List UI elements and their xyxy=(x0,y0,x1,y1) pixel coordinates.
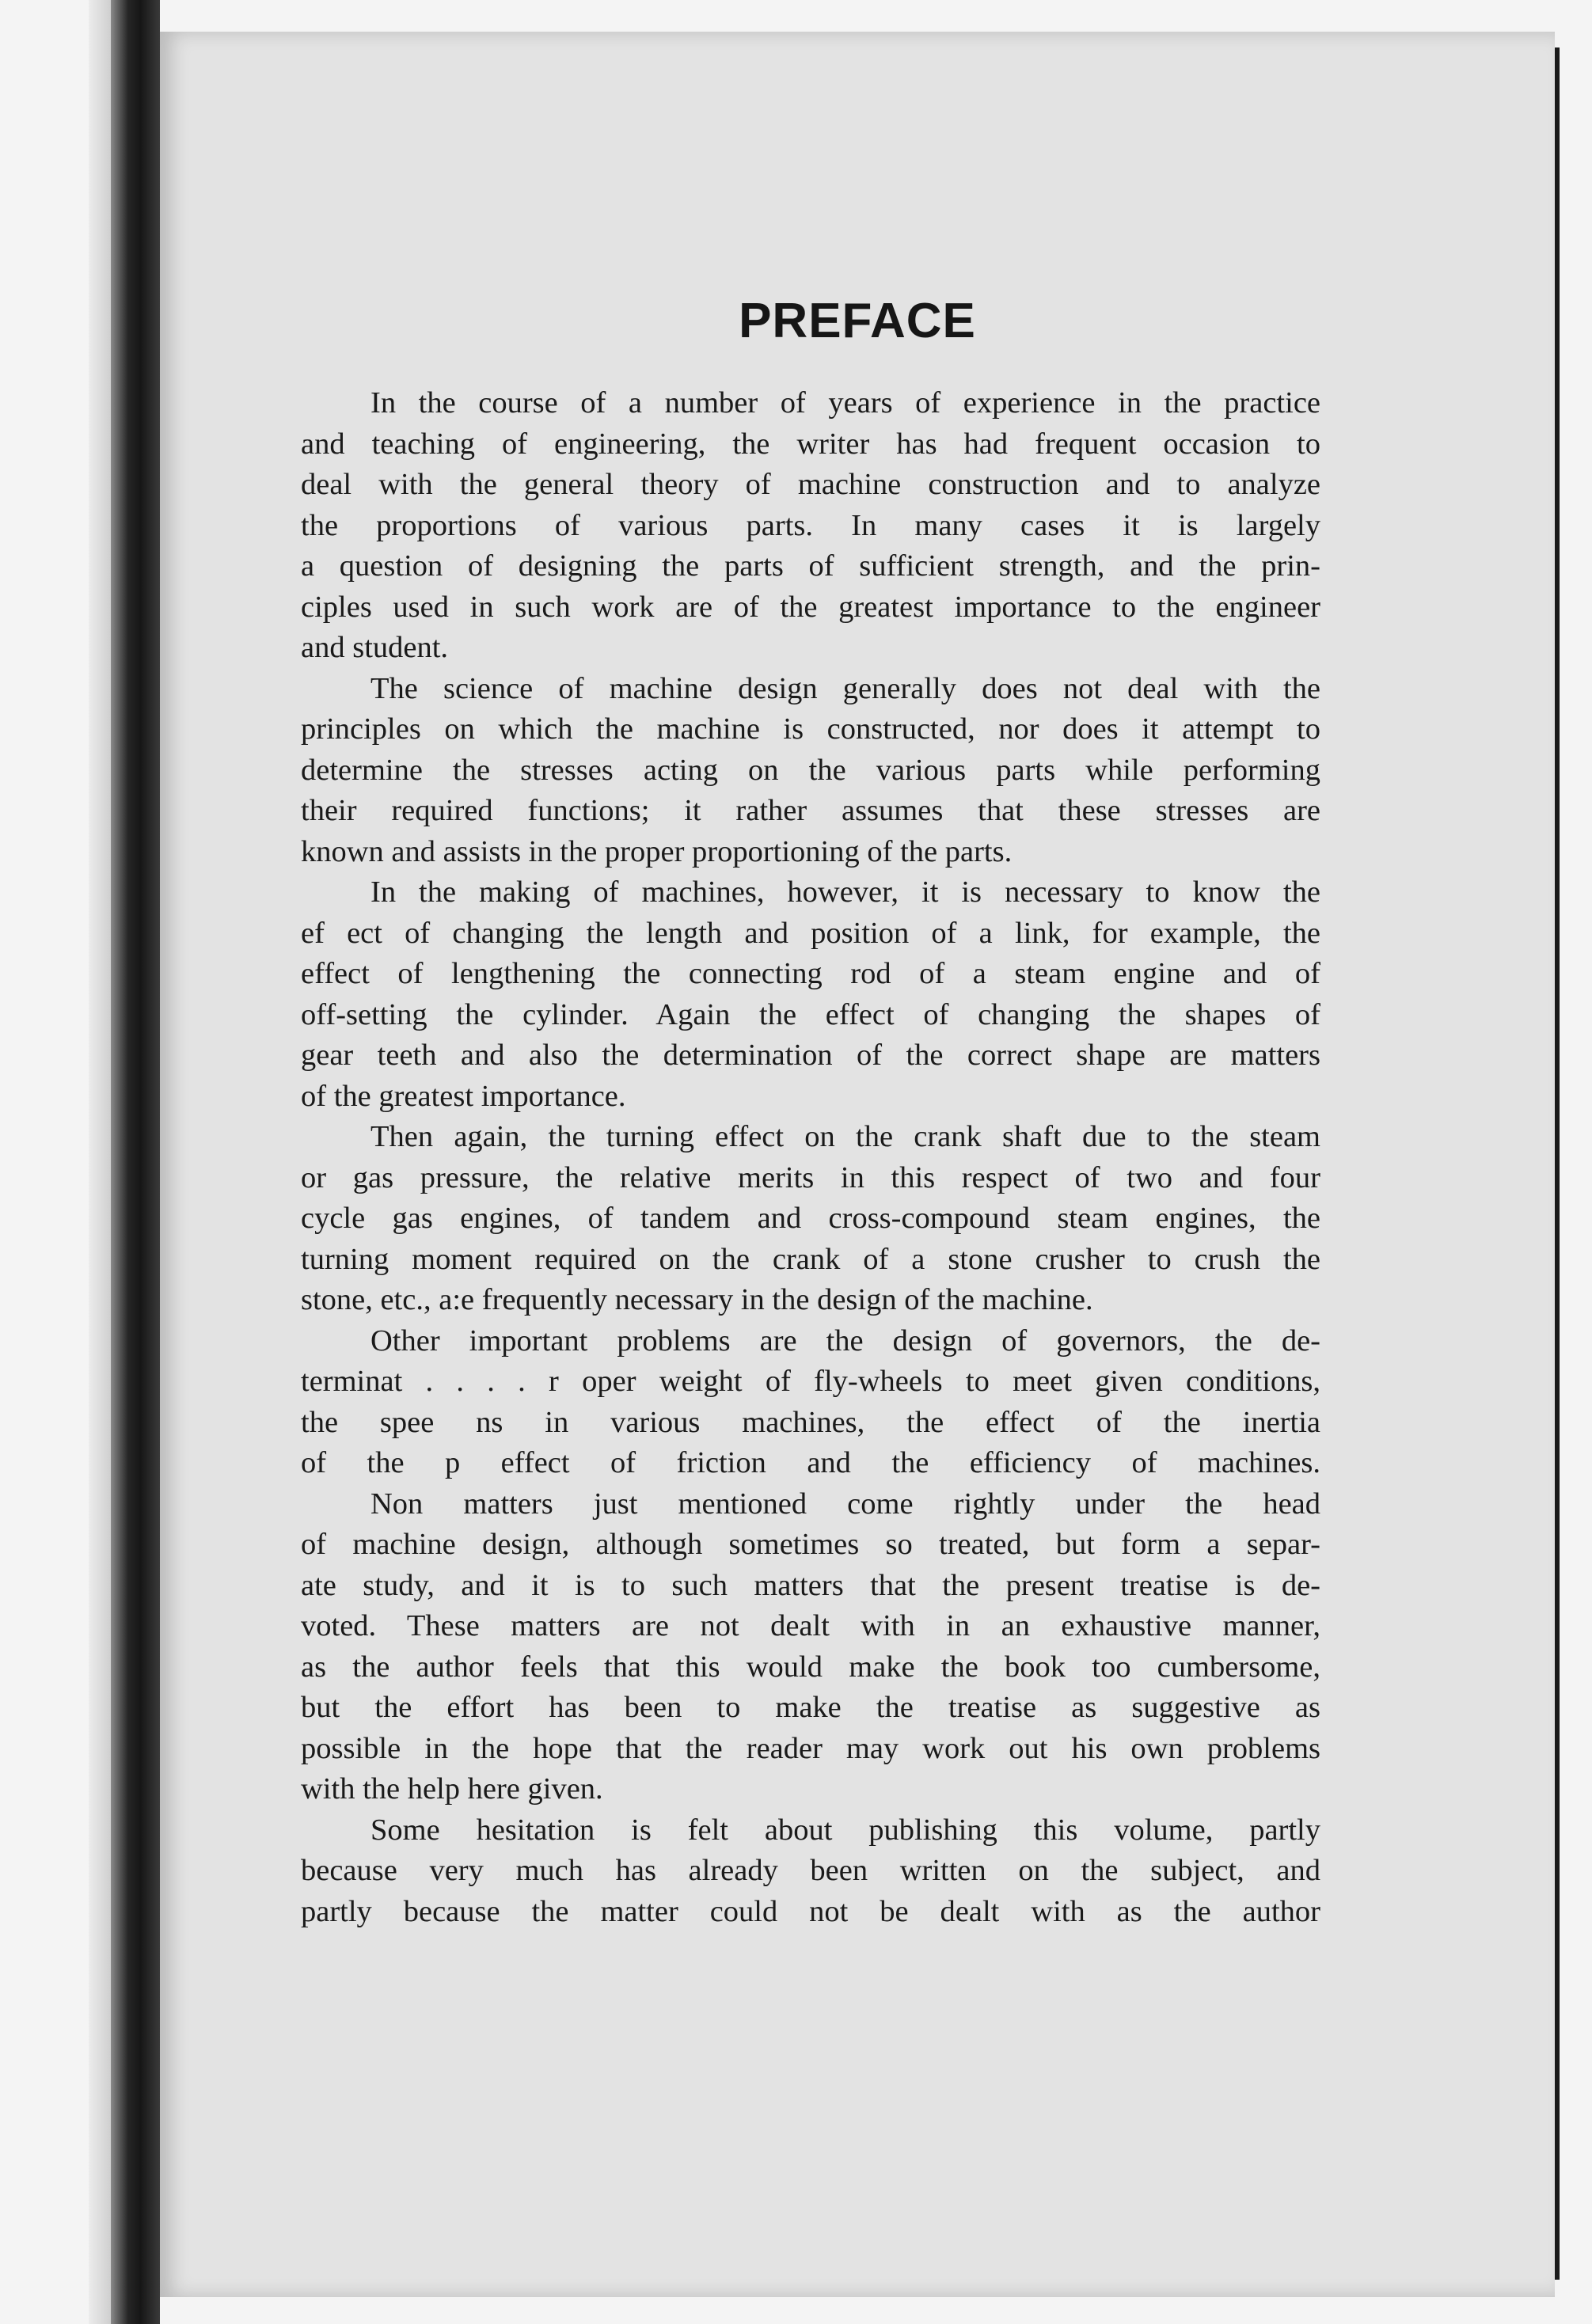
text-line: cycle gas engines, of tandem and cross-compound steam engines, the xyxy=(301,1202,1320,1235)
text-line: stone, etc., a:e frequently necessary in the design of the machine. xyxy=(301,1283,1093,1316)
text-line: of the greatest importance. xyxy=(301,1079,626,1113)
text-line: of the p effect of friction and the efficiency of machines. xyxy=(301,1446,1320,1479)
text-line: as the author feels that this would make the book too cumbersome, xyxy=(301,1650,1320,1684)
text-line: gear teeth and also the determination of the correct shape are matters xyxy=(301,1039,1320,1072)
text-line: possible in the hope that the reader may work out his own problems xyxy=(301,1731,1320,1765)
text-line: turning moment required on the crank of a stone crusher to crush the xyxy=(301,1242,1320,1276)
text-line: ate study, and it is to such matters that the present treatise is de- xyxy=(301,1568,1320,1602)
text-line: and student. xyxy=(301,631,449,664)
text-line: Then again, the turning effect on the crank shaft due to the steam xyxy=(370,1120,1320,1153)
text-line: voted. These matters are not dealt with in an exhaustive manner, xyxy=(301,1609,1320,1642)
text-line: with the help here given. xyxy=(301,1772,603,1806)
text-line: ef ect of changing the length and position of a link, for example, the xyxy=(301,916,1320,950)
text-line: In the course of a number of years of experience in the practice xyxy=(370,386,1320,420)
text-line: In the making of machines, however, it is necessary to know the xyxy=(370,875,1320,909)
preface-body-text xyxy=(301,383,1320,1932)
text-line: the spee ns in various machines, the effect of the inertia xyxy=(301,1405,1320,1439)
page-right-edge xyxy=(1555,47,1560,2280)
text-line: a question of designing the parts of sufficient strength, and the prin- xyxy=(301,549,1320,583)
text-line: effect of lengthening the connecting rod of a steam engine and of xyxy=(301,957,1320,990)
text-line: principles on which the machine is constructed, nor does it attempt to xyxy=(301,712,1320,746)
text-line: Other important problems are the design of governors, the de- xyxy=(370,1323,1320,1358)
text-line: off-setting the cylinder. Again the effect of changing the shapes of xyxy=(301,997,1320,1031)
page-gutter xyxy=(89,0,111,2324)
text-line: deal with the general theory of machine construction and to analyze xyxy=(301,468,1320,501)
text-line: because very much has already been written on the subject, and xyxy=(301,1854,1320,1887)
text-line: of machine design, although sometimes so treated, but form a separ- xyxy=(301,1528,1320,1561)
text-line: determine the stresses acting on the various parts while performing xyxy=(301,753,1320,787)
text-line: ciples used in such work are of the greatest importance to the engineer xyxy=(301,590,1320,624)
text-line: Some hesitation is felt about publishing this volume, partly xyxy=(370,1813,1320,1847)
text-line: Non matters just mentioned come rightly under the head xyxy=(370,1487,1320,1521)
book-spine-shadow xyxy=(111,0,160,2324)
text-line: their required functions; it rather assumes that these stresses are xyxy=(301,794,1320,827)
text-line: partly because the matter could not be dealt with as the author xyxy=(301,1894,1320,1928)
text-line: terminat . . . . r oper weight of fly-wheels to meet given conditions, xyxy=(301,1365,1320,1398)
page-title: PREFACE xyxy=(739,294,976,348)
text-line: and teaching of engineering, the writer has had frequent occasion to xyxy=(301,427,1320,461)
text-line: or gas pressure, the relative merits in this respect of two and four xyxy=(301,1160,1320,1194)
text-line: the proportions of various parts. In many cases it is largely xyxy=(301,508,1320,542)
text-line: known and assists in the proper proportioning of the parts. xyxy=(301,834,1013,868)
text-line: The science of machine design generally does not deal with the xyxy=(370,671,1320,705)
text-line: but the effort has been to make the treatise as suggestive as xyxy=(301,1691,1320,1724)
